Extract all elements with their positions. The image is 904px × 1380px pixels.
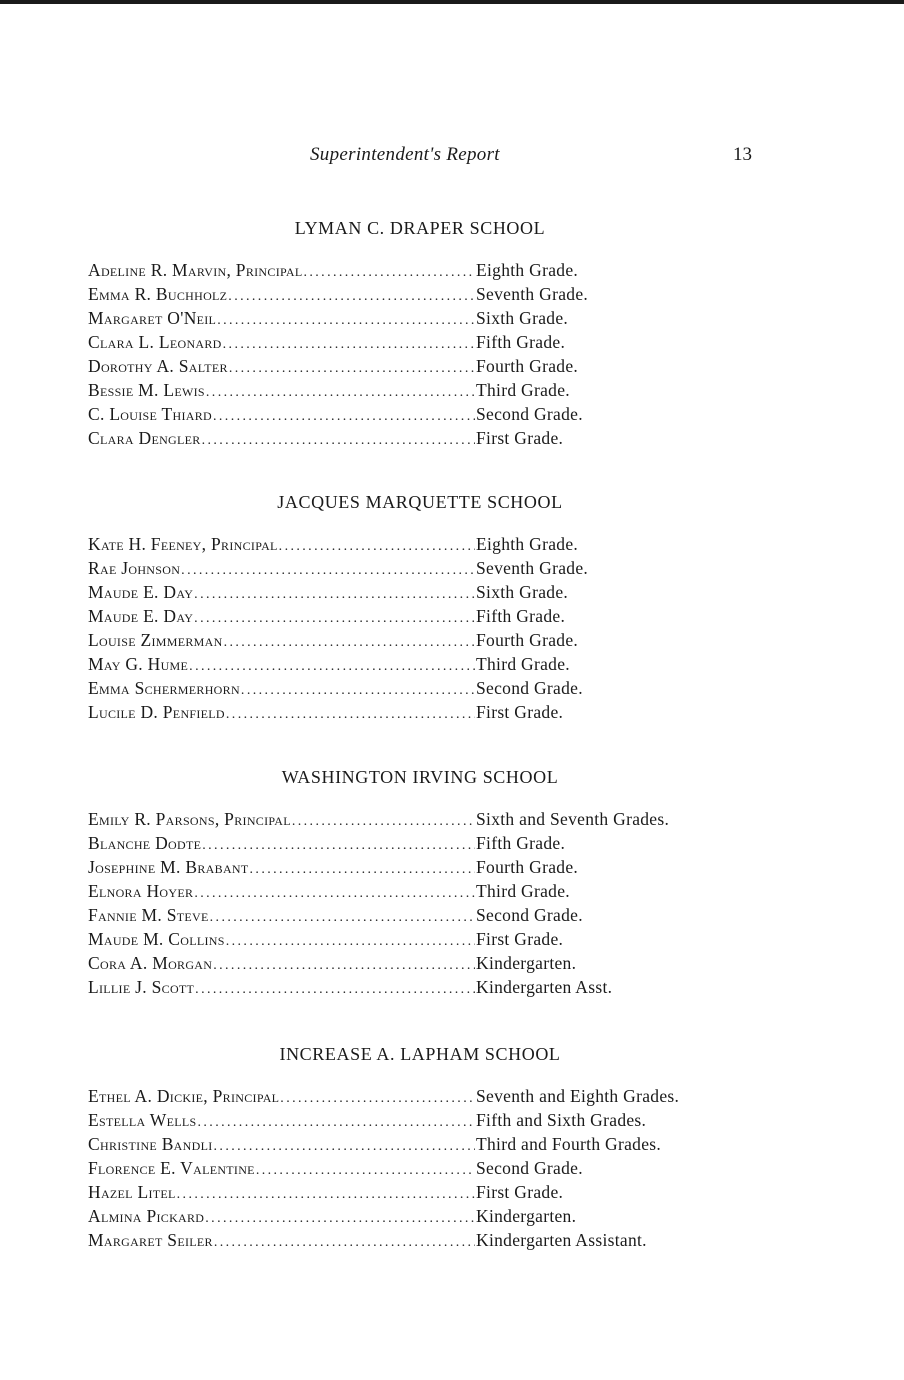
dot-leader	[217, 313, 475, 329]
staff-name-cell	[88, 332, 476, 353]
dot-leader	[181, 563, 475, 579]
staff-name: Bessie M. Lewis	[88, 380, 205, 400]
page-number: 13	[733, 144, 752, 165]
staff-row	[88, 1230, 808, 1254]
staff-name: Lillie J. Scott	[88, 977, 195, 997]
staff-grade: Sixth and Seventh Grades.	[476, 809, 670, 829]
staff-grade: Eighth Grade.	[476, 534, 579, 554]
dot-leader	[189, 659, 475, 675]
dot-leader	[226, 934, 475, 950]
staff-name-cell	[88, 977, 476, 998]
staff-row	[88, 1086, 808, 1110]
staff-grade: Fifth Grade.	[476, 606, 566, 626]
staff-name: Clara Dengler	[88, 428, 201, 448]
school-title: JACQUES MARQUETTE SCHOOL	[277, 492, 563, 512]
staff-name: Clara L. Leonard	[88, 332, 222, 352]
running-head	[0, 144, 840, 170]
staff-grade: Third and Fourth Grades.	[476, 1134, 662, 1154]
staff-grade: Seventh and Eighth Grades.	[476, 1086, 680, 1106]
staff-name: Ethel A. Dickie, Principal	[88, 1086, 280, 1106]
staff-name-cell	[88, 929, 476, 950]
staff-row	[88, 881, 808, 905]
staff-name-cell	[88, 1182, 476, 1203]
top-border-rule	[0, 0, 904, 4]
dot-leader	[202, 838, 475, 854]
staff-name-cell	[88, 260, 476, 281]
dot-leader	[213, 409, 475, 425]
dot-leader	[177, 1187, 475, 1203]
staff-grade: First Grade.	[476, 428, 564, 448]
staff-name: Cora A. Morgan	[88, 953, 213, 973]
staff-list	[88, 260, 808, 452]
running-title: Superintendent's Report	[310, 144, 500, 165]
staff-name-cell	[88, 905, 476, 926]
staff-name-cell	[88, 833, 476, 854]
staff-grade: Fifth and Sixth Grades.	[476, 1110, 647, 1130]
dot-leader	[198, 1115, 476, 1131]
staff-name-cell	[88, 404, 476, 425]
staff-name-cell	[88, 1110, 476, 1131]
dot-leader	[228, 289, 475, 305]
staff-name: Margaret Seiler	[88, 1230, 213, 1250]
staff-name: Lucile D. Penfield	[88, 702, 225, 722]
staff-name: Hazel Litel	[88, 1182, 176, 1202]
staff-grade: Third Grade.	[476, 654, 570, 674]
staff-name-cell	[88, 558, 476, 579]
staff-name-cell	[88, 1086, 476, 1107]
staff-name: C. Louise Thiard	[88, 404, 212, 424]
staff-grade: First Grade.	[476, 929, 564, 949]
staff-name-cell	[88, 1134, 476, 1155]
staff-name: Emma R. Buchholz	[88, 284, 228, 304]
dot-leader	[195, 982, 475, 998]
staff-grade: Kindergarten.	[476, 1206, 577, 1226]
staff-name: Dorothy A. Salter	[88, 356, 228, 376]
dot-leader	[194, 587, 475, 603]
staff-name: Maude M. Collins	[88, 929, 225, 949]
staff-name-cell	[88, 654, 476, 675]
staff-grade: First Grade.	[476, 702, 564, 722]
staff-list	[88, 534, 808, 726]
staff-row	[88, 1110, 808, 1134]
staff-name-cell	[88, 678, 476, 699]
staff-grade: Fourth Grade.	[476, 857, 579, 877]
staff-grade: Eighth Grade.	[476, 260, 579, 280]
staff-row	[88, 1182, 808, 1206]
staff-grade: First Grade.	[476, 1182, 564, 1202]
staff-name-cell	[88, 1158, 476, 1179]
dot-leader	[210, 910, 475, 926]
staff-row	[88, 929, 808, 953]
staff-row	[88, 260, 808, 284]
staff-name: Elnora Hoyer	[88, 881, 194, 901]
staff-grade: Third Grade.	[476, 380, 570, 400]
dot-leader	[292, 814, 475, 830]
staff-row	[88, 1206, 808, 1230]
staff-name: Maude E. Day	[88, 606, 194, 626]
dot-leader	[194, 611, 475, 627]
staff-row	[88, 905, 808, 929]
staff-grade: Fifth Grade.	[476, 332, 566, 352]
dot-leader	[280, 1091, 475, 1107]
staff-grade: Second Grade.	[476, 905, 583, 925]
staff-row	[88, 356, 808, 380]
staff-name-cell	[88, 881, 476, 902]
dot-leader	[214, 1139, 475, 1155]
staff-name: Maude E. Day	[88, 582, 194, 602]
school-title: INCREASE A. LAPHAM SCHOOL	[279, 1044, 561, 1064]
staff-row	[88, 582, 808, 606]
dot-leader	[194, 886, 475, 902]
dot-leader	[250, 862, 475, 878]
staff-grade: Fifth Grade.	[476, 833, 566, 853]
dot-leader	[202, 433, 475, 449]
staff-row	[88, 833, 808, 857]
dot-leader	[241, 683, 475, 699]
staff-name: Fannie M. Steve	[88, 905, 209, 925]
dot-leader	[256, 1163, 475, 1179]
staff-grade: Sixth Grade.	[476, 308, 569, 328]
staff-name-cell	[88, 428, 476, 449]
staff-row	[88, 809, 808, 833]
dot-leader	[224, 635, 475, 651]
staff-grade: Fourth Grade.	[476, 630, 579, 650]
staff-row	[88, 630, 808, 654]
staff-row	[88, 953, 808, 977]
staff-list	[88, 809, 808, 1001]
staff-name: Margaret O'Neil	[88, 308, 217, 328]
staff-name: Kate H. Feeney, Principal	[88, 534, 278, 554]
dot-leader	[303, 265, 475, 281]
staff-name-cell	[88, 953, 476, 974]
staff-name-cell	[88, 356, 476, 377]
staff-name: Emma Schermerhorn	[88, 678, 240, 698]
staff-row	[88, 654, 808, 678]
staff-name-cell	[88, 1230, 476, 1251]
dot-leader	[229, 361, 475, 377]
dot-leader	[214, 1235, 475, 1251]
staff-row	[88, 558, 808, 582]
staff-row	[88, 404, 808, 428]
dot-leader	[205, 1211, 475, 1227]
staff-name-cell	[88, 380, 476, 401]
staff-grade: Kindergarten Asst.	[476, 977, 613, 997]
staff-name-cell	[88, 857, 476, 878]
staff-name: Rae Johnson	[88, 558, 181, 578]
dot-leader	[223, 337, 475, 353]
staff-grade: Third Grade.	[476, 881, 570, 901]
staff-name-cell	[88, 630, 476, 651]
staff-row	[88, 534, 808, 558]
staff-name-cell	[88, 308, 476, 329]
staff-name-cell	[88, 809, 476, 830]
staff-row	[88, 1134, 808, 1158]
staff-row	[88, 977, 808, 1001]
staff-grade: Seventh Grade.	[476, 284, 589, 304]
staff-name-cell	[88, 582, 476, 603]
staff-grade: Kindergarten Assistant.	[476, 1230, 647, 1250]
dot-leader	[226, 707, 475, 723]
staff-name: Estella Wells	[88, 1110, 197, 1130]
staff-name-cell	[88, 534, 476, 555]
staff-grade: Second Grade.	[476, 1158, 583, 1178]
dot-leader	[206, 385, 475, 401]
staff-grade: Second Grade.	[476, 404, 583, 424]
staff-row	[88, 702, 808, 726]
staff-name: Adeline R. Marvin, Principal	[88, 260, 303, 280]
staff-name: Florence E. Valentine	[88, 1158, 255, 1178]
staff-row	[88, 284, 808, 308]
staff-name: May G. Hume	[88, 654, 189, 674]
school-title: WASHINGTON IRVING SCHOOL	[281, 767, 559, 787]
school-title: LYMAN C. DRAPER SCHOOL	[294, 218, 546, 238]
staff-row	[88, 1158, 808, 1182]
staff-row	[88, 332, 808, 356]
staff-name-cell	[88, 702, 476, 723]
dot-leader	[279, 539, 475, 555]
staff-row	[88, 428, 808, 452]
staff-name: Emily R. Parsons, Principal	[88, 809, 291, 829]
staff-grade: Seventh Grade.	[476, 558, 589, 578]
staff-grade: Kindergarten.	[476, 953, 577, 973]
staff-row	[88, 380, 808, 404]
staff-grade: Sixth Grade.	[476, 582, 569, 602]
staff-name: Blanche Dodte	[88, 833, 202, 853]
staff-row	[88, 308, 808, 332]
staff-name: Almina Pickard	[88, 1206, 205, 1226]
staff-list	[88, 1086, 808, 1254]
staff-name-cell	[88, 1206, 476, 1227]
staff-grade: Fourth Grade.	[476, 356, 579, 376]
staff-name-cell	[88, 606, 476, 627]
staff-row	[88, 678, 808, 702]
staff-name: Christine Bandli	[88, 1134, 213, 1154]
staff-name: Louise Zimmerman	[88, 630, 223, 650]
staff-row	[88, 857, 808, 881]
staff-grade: Second Grade.	[476, 678, 583, 698]
staff-name-cell	[88, 284, 476, 305]
staff-name: Josephine M. Brabant	[88, 857, 249, 877]
staff-row	[88, 606, 808, 630]
dot-leader	[213, 958, 475, 974]
